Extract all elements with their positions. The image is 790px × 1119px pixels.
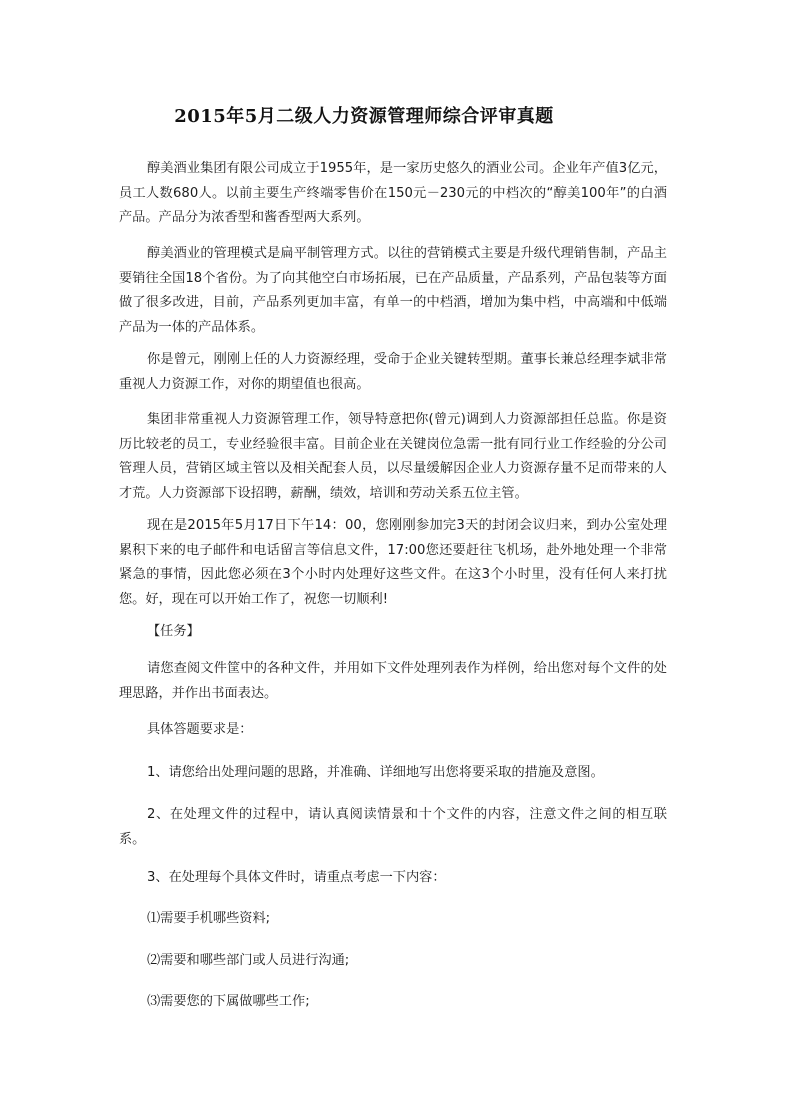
task-heading: 【任务】 xyxy=(147,624,200,639)
paragraph-company-intro: 醇美酒业集团有限公司成立于1955年，是一家历史悠久的酒业公司。企业年产值3亿元，员工人数680人。以前主要生产终端零售价在150元－230元的中档次的“醇美100年”的白酒产品。产品分为浓香型和酱香型两大系列。 xyxy=(119,161,667,226)
paragraph-task-description: 请您查阅文件筐中的各种文件，并用如下文件处理列表作为样例，给出您对每个文件的处理思路，并作出书面表达。 xyxy=(119,661,667,701)
paragraph-management-model: 醇美酒业的管理模式是扁平制管理方式。以往的营销模式主要是升级代理销售制，产品主要销往全国18个省份。为了向其他空白市场拓展，已在产品质量，产品系列，产品包装等方面做了很多改进，目前，产品系列更加丰富，有单一的中档酒，增加为集中档，中高端和中低端产品为一体的产品体系。 xyxy=(119,246,667,335)
paragraph-scenario: 现在是2015年5月17日下午14：00，您刚刚参加完3天的封闭会议归来，到办公室处理累积下来的电子邮件和电话留言等信息文件，17:00您还要赶往飞机场，赴外地处理一个非常紧急的事情，因此您必须在3个小时内处理好这些文件。在这3个小时里，没有任何人来打扰您。好，现在可以开始工作了，祝您一切顺利! xyxy=(119,518,667,607)
document-title: 2015年5月二级人力资源管理师综合评审真题 xyxy=(174,106,554,127)
paragraph-requirements-heading: 具体答题要求是： xyxy=(147,722,253,737)
sub-item-2: ⑵需要和哪些部门或人员进行沟通; xyxy=(147,953,350,968)
sub-item-1: ⑴需要手机哪些资料; xyxy=(147,911,271,926)
sub-item-3: ⑶需要您的下属做哪些工作; xyxy=(147,994,310,1009)
requirement-item-3: 3、在处理每个具体文件时，请重点考虑一下内容： xyxy=(147,870,446,885)
requirement-item-2: 2、在处理文件的过程中，请认真阅读情景和十个文件的内容，注意文件之间的相互联系。 xyxy=(119,807,667,847)
paragraph-hr-work: 集团非常重视人力资源管理工作，领导特意把你(曾元)调到人力资源部担任总监。你是资历比较老的员工，专业经验很丰富。目前企业在关键岗位急需一批有同行业工作经验的分公司管理人员，营销区域主管以及相关配套人员，以尽量缓解因企业人力资源存量不足而带来的人才荒。人力资源部下设招聘，薪酬，绩效，培训和劳动关系五位主管。 xyxy=(119,412,667,501)
requirement-item-1: 1、请您给出处理问题的思路，并准确、详细地写出您将要采取的措施及意图。 xyxy=(147,765,604,780)
paragraph-role: 你是曾元，刚刚上任的人力资源经理，受命于企业关键转型期。董事长兼总经理李斌非常重视人力资源工作，对你的期望值也很高。 xyxy=(119,352,667,392)
